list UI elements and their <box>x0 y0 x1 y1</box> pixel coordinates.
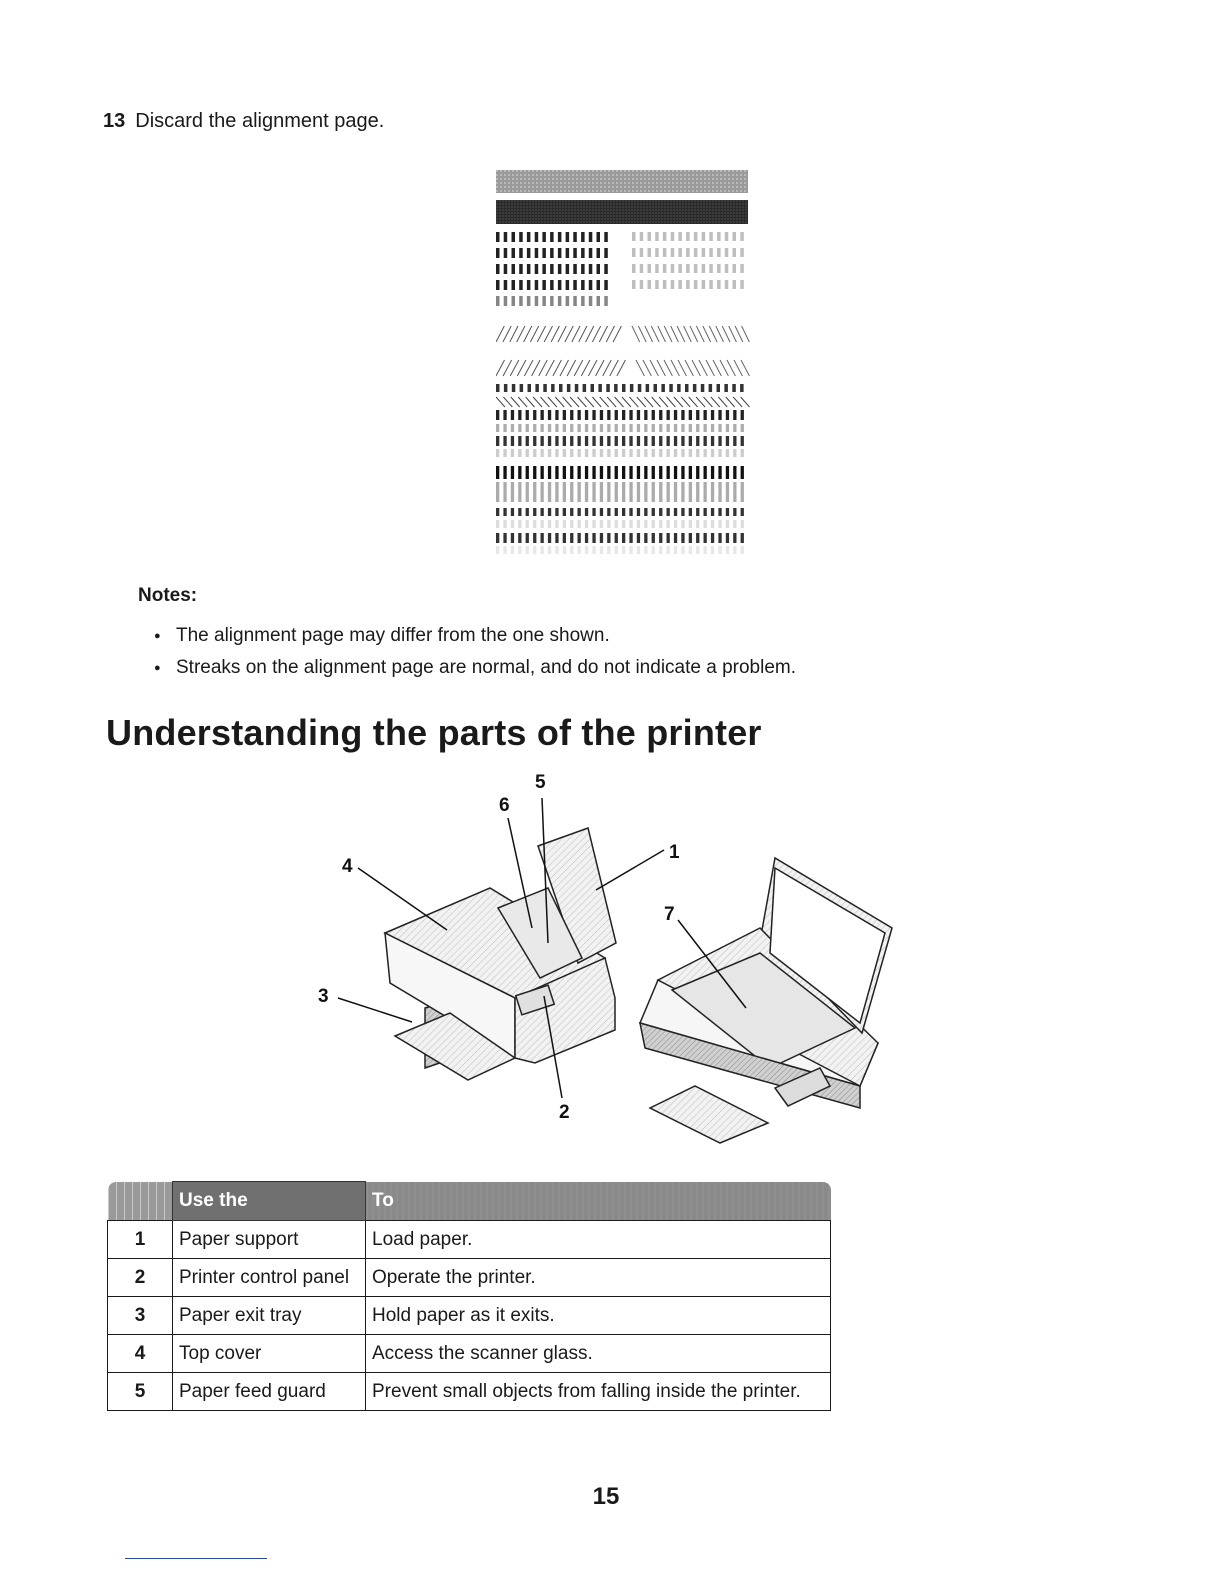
callout-2: 2 <box>559 1102 570 1123</box>
row-number: 4 <box>108 1335 173 1373</box>
callout-1: 1 <box>669 842 680 863</box>
row-part: Top cover <box>173 1335 366 1373</box>
note-item: ● The alignment page may differ from the one shown. <box>150 622 796 654</box>
table-header-row <box>108 1182 831 1221</box>
table-row <box>108 1221 831 1259</box>
callout-3: 3 <box>318 986 329 1007</box>
row-part: Printer control panel <box>173 1259 366 1297</box>
section-title: Understanding the parts of the printer <box>106 712 762 753</box>
table-row <box>108 1259 831 1297</box>
row-use: Hold paper as it exits. <box>366 1297 831 1335</box>
row-use: Prevent small objects from falling inside the printer. <box>366 1373 831 1411</box>
note-item: ● Streaks on the alignment page are normal, and do not indicate a problem. <box>150 654 796 686</box>
alignment-page-illustration <box>496 170 750 555</box>
header-number <box>108 1182 173 1221</box>
table-row <box>108 1373 831 1411</box>
black-band <box>496 200 748 224</box>
row-part: Paper exit tray <box>173 1297 366 1335</box>
callout-4: 4 <box>342 856 353 877</box>
callout-7: 7 <box>664 904 675 925</box>
step-13 <box>103 110 384 133</box>
row-number: 3 <box>108 1297 173 1335</box>
step-number: 13 <box>103 110 126 132</box>
step-text: Discard the alignment page. <box>135 110 385 132</box>
table-row <box>108 1335 831 1373</box>
row-use: Operate the printer. <box>366 1259 831 1297</box>
page-number: 15 <box>592 1483 620 1510</box>
row-number: 2 <box>108 1259 173 1297</box>
printer-open-illustration <box>640 858 892 1143</box>
printer-closed-illustration <box>385 828 616 1080</box>
row-part: Paper support <box>173 1221 366 1259</box>
footer-rule <box>125 1558 267 1559</box>
row-number: 5 <box>108 1373 173 1411</box>
table-row <box>108 1297 831 1335</box>
notes-list <box>150 622 796 686</box>
callout-5: 5 <box>535 772 546 793</box>
gray-band <box>496 170 748 193</box>
printer-parts-table <box>107 1181 831 1411</box>
row-use: Access the scanner glass. <box>366 1335 831 1373</box>
row-use: Load paper. <box>366 1221 831 1259</box>
row-number: 1 <box>108 1221 173 1259</box>
callout-6: 6 <box>499 795 510 816</box>
notes-title: Notes: <box>138 585 198 606</box>
printer-parts-figure <box>300 768 910 1160</box>
header-use-the: Use the <box>173 1182 366 1221</box>
row-part: Paper feed guard <box>173 1373 366 1411</box>
header-to: To <box>366 1182 831 1221</box>
